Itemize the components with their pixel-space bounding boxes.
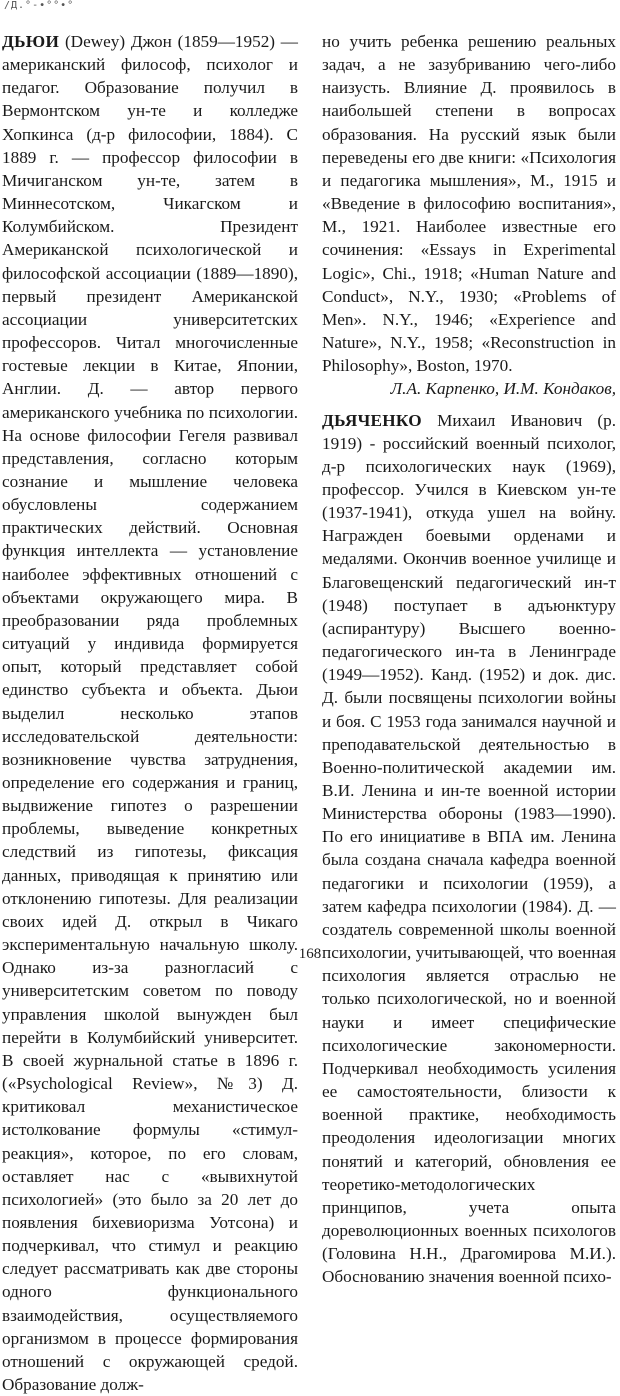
entry-dyachenko: [322, 409, 616, 1289]
entry-dewey-continuation: но учить ребенка решению реальных задач, а не зазубриванию чего-либо наизусть. Влияние Д. проявилось в наибольшей степени в вопросах образования. На русский язык были переведены его две книги: «Психология и педагогика мышления», М., 1915 и «Введение в философию воспитания», М., 1921. Наиболее известные его сочинения: «Essays in Experimental Logic», Chi., 1918; «Human Nature and Conduct», N.Y., 1930; «Problems of Men». N.Y., 1946; «Experience and Nature», N.Y., 1958; «Reconstruction in Philosophy», Boston, 1970.: [322, 32, 616, 376]
page-header-mark: /Д.°-∙°°∙°: [4, 0, 75, 11]
entry-dyachenko-text: Михаил Иванович (р. 1919) - российский военный психолог, д-р психологических наук (1969), профессор. Учился в Киевском ун-те (1937-1941), откуда ушел на войну. Награжден боевыми орденами и медалями. Окончив военное училище и Благовещенский педагогический ин-т (1948) поступает в адъюнктуру (аспирантуру) Высшего военно-педагогического ин-та в Ленинграде (1949—1952). Канд. (1952) и док. дис. Д. были посвящены психологии войны и боя. С 1953 года занимался научной и преподавательской деятельностью в Военно-политической академии им. В.И. Ленина и ин-те военной истории Министерства обороны (1983—1990). По его инициативе в ВПА им. Ленина была создана сначала кафедра военной педагогики и психологии (1959), а затем кафедра психологии (1984). Д. — создатель современной школы военной психологии, учитывающей, что военная психология является отраслью не только психологической, но и военной науки и имеет специфические психологические закономерности. Подчеркивал необходимость усиления ее самостоятельности, близости к военной практике, необходимость преодоления идеологизации многих понятий и категорий, обновления ее теоретико-методологических принципов, учета опыта дореволюционных военных психологов (Головина Н.Н., Драгомирова М.И.). Обоснованию значения военной психо-: [322, 410, 616, 1287]
page-number: 168: [298, 946, 322, 962]
entry-dewey-text: (Dewey) Джон (1859—1952) — американский философ, психолог и педагог. Образование получил в Вермонтском ун-те и колледже Хопкинса (д-р философии, 1884). С 1889 г. — профессор философии в Мичиганском ун-те, затем в Миннесотском, Чикагском и Колумбийском. Президент Американской психологической и философской ассоциации (1889—1890), первый президент Американской ассоциации университетских профессоров. Читал многочисленные гостевые лекции в Китае, Японии, Англии. Д. — автор первого американского учебника по психологии. На основе философии Гегеля развивал представления, согласно которым сознание и мышление человека обусловлены содержанием практических действий. Основная функция интеллекта — установление наиболее эффективных отношений с объектами окружающего мира. В преобразовании ряда проблемных ситуаций у индивида формируется опыт, который представляет собой единство субъекта и объекта. Дьюи выделил несколько этапов исследовательской деятельности: возникновение чувства затруднения, определение его содержания и границ, выдвижение гипотез о разрешении проблемы, выведение конкретных следствий из гипотезы, фиксация данных, приводящая к принятию или отклонению гипотезы. Для реализации своих идей Д. открыл в Чикаго экспериментальную начальную школу. Однако из-за разногласий с университетским советом по поводу управления школой вынужден был перейти в Колумбийский университет. В своей журнальной статье в 1896 г.(«Psychological Review», №3) Д. критиковал механистическое истолкование формулы «стимул-реакция», которое, по его словам, оставляет нас с «вывихнутой психологией» (это было за 20 лет до появления бихевиоризма Уотсона) и подчеркивал, что стимул и реакцию следует рассматривать как две стороны одного функционального взаимодействия, осуществляемого организмом в процессе формирования отношений с окружающей средой. Образование долж-: [2, 32, 298, 1395]
entry-dewey-author: Л.А. Карпенко, И.М. Кондаков,: [390, 379, 616, 399]
entry-dyachenko-body: [322, 409, 616, 1289]
entry-dewey-body: [2, 30, 298, 1396]
entry-dewey: [2, 30, 298, 1396]
left-column: [2, 30, 298, 1396]
headword-dyachenko: ДЬЯЧЕНКО: [322, 410, 422, 430]
entry-dewey-continued: [322, 30, 616, 401]
right-column: [322, 30, 616, 1288]
headword-dewey: ДЬЮИ: [2, 32, 60, 51]
